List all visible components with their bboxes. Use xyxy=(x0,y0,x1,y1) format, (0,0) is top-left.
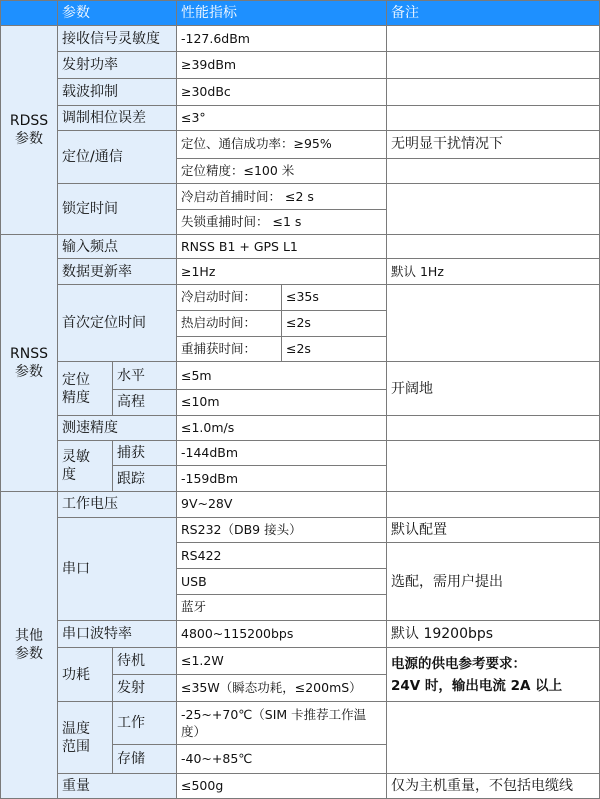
param-temperature xyxy=(58,702,113,774)
value-acquire: -144dBm xyxy=(177,440,387,466)
param-track: 跟踪 xyxy=(113,466,177,492)
value-work-temp: -25~+70℃（SIM 卡推荐工作温度） xyxy=(177,702,387,745)
table-row xyxy=(1,259,600,285)
table-row xyxy=(1,415,600,440)
param-voltage: 工作电压 xyxy=(58,492,177,518)
first-fix-name: 冷启动时间： xyxy=(177,285,282,311)
table-row xyxy=(1,492,600,518)
note-blank xyxy=(387,79,600,106)
value-phase: ≤3° xyxy=(177,106,387,131)
note-power-supply xyxy=(387,648,600,702)
value-reacquire: 失锁重捕时间： ≤1 s xyxy=(177,209,387,234)
value-store-temp: -40~+85℃ xyxy=(177,745,387,774)
param-temperature-label: 温度 范围 xyxy=(62,720,90,755)
note-blank xyxy=(387,440,600,491)
value-track: -159dBm xyxy=(177,466,387,492)
first-fix-value: ≤2s xyxy=(282,336,387,362)
table-row xyxy=(1,25,600,52)
param-altitude: 高程 xyxy=(113,390,177,416)
table-row xyxy=(1,440,600,466)
param-serial: 串口 xyxy=(58,517,177,620)
param-horizontal: 水平 xyxy=(113,362,177,390)
param-carrier: 载波抑制 xyxy=(58,79,177,106)
table-row xyxy=(1,774,600,799)
param-lock-time: 锁定时间 xyxy=(58,184,177,234)
note-blank xyxy=(387,25,600,52)
value-tx-power: ≥39dBm xyxy=(177,52,387,79)
group-other xyxy=(1,492,58,799)
value-standby: ≤1.2W xyxy=(177,648,387,675)
param-transmit: 发射 xyxy=(113,675,177,702)
note-update-rate: 默认 1Hz xyxy=(387,259,600,285)
table-row xyxy=(1,184,600,210)
value-bluetooth: 蓝牙 xyxy=(177,594,387,620)
note-power-line1: 电源的供电参考要求： xyxy=(391,655,526,672)
group-rdss xyxy=(1,25,58,234)
note-blank xyxy=(387,415,600,440)
value-rs422: RS422 xyxy=(177,543,387,569)
value-freq: RNSS B1 + GPS L1 xyxy=(177,234,387,259)
value-sensitivity: -127.6dBm xyxy=(177,25,387,52)
param-phase: 调制相位误差 xyxy=(58,106,177,131)
value-voltage: 9V~28V xyxy=(177,492,387,518)
param-update-rate: 数据更新率 xyxy=(58,259,177,285)
param-accuracy xyxy=(58,362,113,416)
param-first-fix: 首次定位时间 xyxy=(58,285,177,362)
param-store-temp: 存储 xyxy=(113,745,177,774)
value-pos-accuracy: 定位精度：≤100 米 xyxy=(177,158,387,184)
value-pos-comm-rate: 定位、通信成功率：≥95% xyxy=(177,130,387,158)
param-speed: 测速精度 xyxy=(58,415,177,440)
group-rnss xyxy=(1,234,58,491)
first-fix-value: ≤35s xyxy=(282,285,387,311)
first-fix-value: ≤2s xyxy=(282,310,387,336)
table-row xyxy=(1,620,600,648)
note-baud: 默认 19200bps xyxy=(387,620,600,648)
value-rs232: RS232（DB9 接头） xyxy=(177,517,387,543)
param-sensitivity: 接收信号灵敏度 xyxy=(58,25,177,52)
note-blank xyxy=(387,106,600,131)
note-blank xyxy=(387,52,600,79)
value-carrier: ≥30dBc xyxy=(177,79,387,106)
param-sensitivity-rnss xyxy=(58,440,113,491)
param-work-temp: 工作 xyxy=(113,702,177,745)
note-blank xyxy=(387,285,600,362)
note-pos-comm: 无明显干扰情况下 xyxy=(387,130,600,158)
first-fix-name: 重捕获时间： xyxy=(177,336,282,362)
value-baud: 4800~115200bps xyxy=(177,620,387,648)
table-row xyxy=(1,234,600,259)
table-row xyxy=(1,517,600,543)
table-row xyxy=(1,79,600,106)
group-other-label: 其他 参数 xyxy=(15,628,43,662)
table-row xyxy=(1,285,600,311)
header-perf: 性能指标 xyxy=(177,1,387,26)
param-acquire: 捕获 xyxy=(113,440,177,466)
note-blank xyxy=(387,702,600,774)
value-horizontal: ≤5m xyxy=(177,362,387,390)
group-rnss-label: RNSS 参数 xyxy=(10,345,48,380)
value-speed: ≤1.0m/s xyxy=(177,415,387,440)
value-usb: USB xyxy=(177,569,387,595)
param-sensitivity-rnss-label: 灵敏 度 xyxy=(62,448,90,483)
header-note: 备注 xyxy=(387,1,600,26)
note-optional: 选配，需用户提出 xyxy=(387,543,600,620)
header-param: 参数 xyxy=(58,1,177,26)
note-power-line2: 24V 时，输出电流 2A 以上 xyxy=(391,677,563,694)
table-row xyxy=(1,648,600,675)
param-freq: 输入频点 xyxy=(58,234,177,259)
table-row xyxy=(1,130,600,158)
table-row xyxy=(1,52,600,79)
param-pos-comm: 定位/通信 xyxy=(58,130,177,184)
param-tx-power: 发射功率 xyxy=(58,52,177,79)
table-row xyxy=(1,106,600,131)
value-weight: ≤500g xyxy=(177,774,387,799)
value-cold-start: 冷启动首捕时间： ≤2 s xyxy=(177,184,387,210)
header-blank xyxy=(1,1,58,26)
note-accuracy: 开阔地 xyxy=(387,362,600,416)
note-blank xyxy=(387,492,600,518)
first-fix-name: 热启动时间： xyxy=(177,310,282,336)
note-blank xyxy=(387,234,600,259)
table-row xyxy=(1,362,600,390)
note-blank xyxy=(387,184,600,234)
note-rs232: 默认配置 xyxy=(387,517,600,543)
note-weight: 仅为主机重量，不包括电缆线 xyxy=(387,774,600,799)
value-altitude: ≤10m xyxy=(177,390,387,416)
value-update-rate: ≥1Hz xyxy=(177,259,387,285)
table-row xyxy=(1,702,600,745)
param-weight: 重量 xyxy=(58,774,177,799)
value-transmit: ≤35W（瞬态功耗，≤200mS） xyxy=(177,675,387,702)
header-row xyxy=(1,1,600,26)
param-power-consumption: 功耗 xyxy=(58,648,113,702)
param-baud: 串口波特率 xyxy=(58,620,177,648)
group-rdss-label: RDSS 参数 xyxy=(9,112,49,147)
param-accuracy-label: 定位 精度 xyxy=(62,371,90,406)
note-blank xyxy=(387,158,600,184)
param-standby: 待机 xyxy=(113,648,177,675)
